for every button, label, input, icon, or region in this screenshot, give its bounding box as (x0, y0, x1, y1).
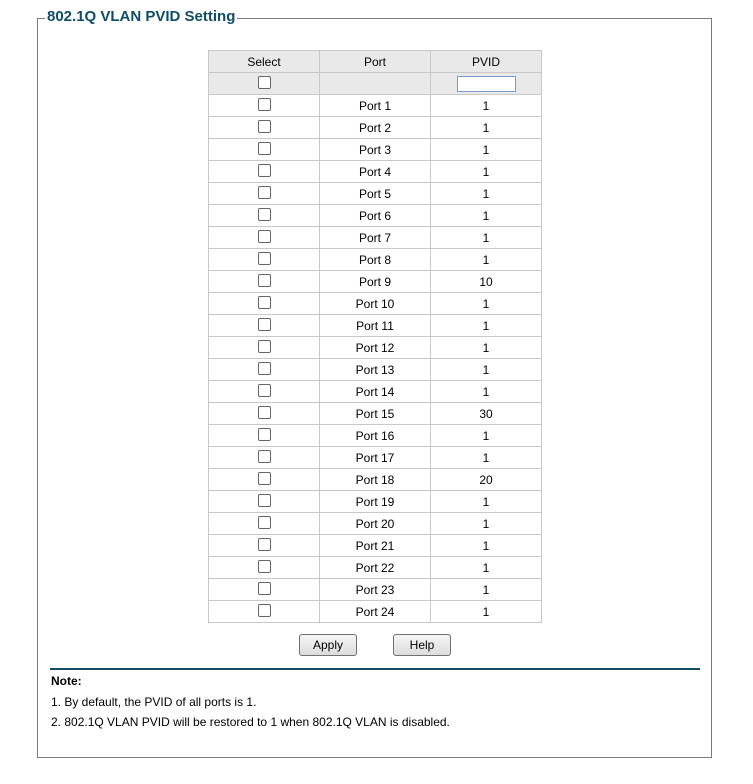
table-row (209, 381, 542, 403)
pvid-value-cell: 10 (431, 271, 542, 293)
port-name-cell: Port 9 (320, 271, 431, 293)
select-cell (209, 227, 320, 249)
pvid-value-cell: 1 (431, 205, 542, 227)
select-cell (209, 271, 320, 293)
port-name-cell: Port 19 (320, 491, 431, 513)
port-select-checkbox[interactable] (258, 516, 271, 529)
port-name-cell: Port 1 (320, 95, 431, 117)
port-name-cell: Port 10 (320, 293, 431, 315)
select-cell (209, 293, 320, 315)
select-cell (209, 469, 320, 491)
table-row (209, 425, 542, 447)
port-select-checkbox[interactable] (258, 120, 271, 133)
port-select-checkbox[interactable] (258, 274, 271, 287)
table-row (209, 491, 542, 513)
port-select-checkbox[interactable] (258, 340, 271, 353)
select-cell (209, 425, 320, 447)
table-row (209, 271, 542, 293)
select-all-cell (209, 73, 320, 95)
port-select-checkbox[interactable] (258, 362, 271, 375)
pvid-value-cell: 1 (431, 381, 542, 403)
port-select-checkbox[interactable] (258, 252, 271, 265)
pvid-value-cell: 1 (431, 183, 542, 205)
port-select-checkbox[interactable] (258, 384, 271, 397)
table-row (209, 249, 542, 271)
port-name-cell: Port 2 (320, 117, 431, 139)
select-cell (209, 491, 320, 513)
pvid-value-cell: 1 (431, 227, 542, 249)
select-cell (209, 403, 320, 425)
port-name-cell: Port 3 (320, 139, 431, 161)
select-cell (209, 579, 320, 601)
table-row (209, 117, 542, 139)
port-select-checkbox[interactable] (258, 560, 271, 573)
port-select-checkbox[interactable] (258, 582, 271, 595)
table-row (209, 403, 542, 425)
column-header-port: Port (320, 51, 431, 73)
pvid-table (208, 50, 542, 623)
port-name-cell: Port 11 (320, 315, 431, 337)
port-select-checkbox[interactable] (258, 208, 271, 221)
select-cell (209, 183, 320, 205)
table-row (209, 469, 542, 491)
select-all-checkbox[interactable] (258, 76, 271, 89)
table-row (209, 227, 542, 249)
table-row (209, 183, 542, 205)
column-header-select: Select (209, 51, 320, 73)
select-cell (209, 315, 320, 337)
pvid-value-cell: 1 (431, 535, 542, 557)
port-name-cell: Port 7 (320, 227, 431, 249)
pvid-value-cell: 20 (431, 469, 542, 491)
port-name-cell: Port 14 (320, 381, 431, 403)
select-cell (209, 359, 320, 381)
port-select-checkbox[interactable] (258, 296, 271, 309)
port-name-cell: Port 13 (320, 359, 431, 381)
port-select-checkbox[interactable] (258, 494, 271, 507)
port-select-checkbox[interactable] (258, 186, 271, 199)
table-row (209, 161, 542, 183)
port-name-cell: Port 21 (320, 535, 431, 557)
column-header-pvid: PVID (431, 51, 542, 73)
pvid-value-cell: 1 (431, 579, 542, 601)
note-title: Note: (51, 674, 82, 688)
select-cell (209, 95, 320, 117)
port-select-checkbox[interactable] (258, 406, 271, 419)
table-row (209, 447, 542, 469)
table-row (209, 95, 542, 117)
port-name-cell: Port 22 (320, 557, 431, 579)
bulk-port-cell (320, 73, 431, 95)
pvid-value-cell: 1 (431, 161, 542, 183)
port-name-cell: Port 18 (320, 469, 431, 491)
port-name-cell: Port 5 (320, 183, 431, 205)
pvid-value-cell: 1 (431, 491, 542, 513)
select-cell (209, 601, 320, 623)
port-name-cell: Port 8 (320, 249, 431, 271)
select-cell (209, 381, 320, 403)
port-select-checkbox[interactable] (258, 318, 271, 331)
port-name-cell: Port 12 (320, 337, 431, 359)
table-row (209, 293, 542, 315)
port-select-checkbox[interactable] (258, 472, 271, 485)
pvid-value-cell: 1 (431, 117, 542, 139)
pvid-value-cell: 1 (431, 249, 542, 271)
port-name-cell: Port 20 (320, 513, 431, 535)
select-cell (209, 535, 320, 557)
table-row (209, 601, 542, 623)
table-row (209, 579, 542, 601)
note-item-2: 2. 802.1Q VLAN PVID will be restored to 1 when 802.1Q VLAN is disabled. (51, 715, 450, 729)
port-select-checkbox[interactable] (258, 538, 271, 551)
pvid-value-cell: 1 (431, 95, 542, 117)
port-select-checkbox[interactable] (258, 450, 271, 463)
table-row (209, 557, 542, 579)
table-row (209, 315, 542, 337)
select-cell (209, 249, 320, 271)
port-select-checkbox[interactable] (258, 98, 271, 111)
table-row (209, 359, 542, 381)
port-select-checkbox[interactable] (258, 604, 271, 617)
pvid-value-cell: 1 (431, 337, 542, 359)
note-divider (50, 668, 700, 670)
table-header-row (209, 51, 542, 73)
port-select-checkbox[interactable] (258, 164, 271, 177)
pvid-value-cell: 1 (431, 447, 542, 469)
select-cell (209, 447, 320, 469)
port-name-cell: Port 16 (320, 425, 431, 447)
table-row (209, 139, 542, 161)
port-name-cell: Port 23 (320, 579, 431, 601)
table-row (209, 205, 542, 227)
select-cell (209, 513, 320, 535)
bulk-edit-row (209, 73, 542, 95)
select-cell (209, 117, 320, 139)
pvid-value-cell: 1 (431, 513, 542, 535)
table-row (209, 535, 542, 557)
pvid-value-cell: 1 (431, 293, 542, 315)
port-select-checkbox[interactable] (258, 428, 271, 441)
note-item-1: 1. By default, the PVID of all ports is 1. (51, 695, 257, 709)
pvid-value-cell: 1 (431, 315, 542, 337)
select-cell (209, 557, 320, 579)
port-select-checkbox[interactable] (258, 230, 271, 243)
select-cell (209, 205, 320, 227)
port-name-cell: Port 24 (320, 601, 431, 623)
select-cell (209, 139, 320, 161)
pvid-value-cell: 1 (431, 425, 542, 447)
pvid-input[interactable] (457, 76, 516, 92)
port-name-cell: Port 17 (320, 447, 431, 469)
pvid-value-cell: 1 (431, 601, 542, 623)
section-title: 802.1Q VLAN PVID Setting (47, 8, 236, 25)
help-button[interactable]: Help (393, 634, 451, 656)
apply-button[interactable]: Apply (299, 634, 357, 656)
port-name-cell: Port 4 (320, 161, 431, 183)
pvid-value-cell: 1 (431, 359, 542, 381)
select-cell (209, 161, 320, 183)
table-row (209, 513, 542, 535)
select-cell (209, 337, 320, 359)
port-select-checkbox[interactable] (258, 142, 271, 155)
pvid-value-cell: 1 (431, 139, 542, 161)
bulk-pvid-cell (431, 73, 542, 95)
pvid-value-cell: 1 (431, 557, 542, 579)
port-name-cell: Port 6 (320, 205, 431, 227)
pvid-value-cell: 30 (431, 403, 542, 425)
table-row (209, 337, 542, 359)
port-name-cell: Port 15 (320, 403, 431, 425)
